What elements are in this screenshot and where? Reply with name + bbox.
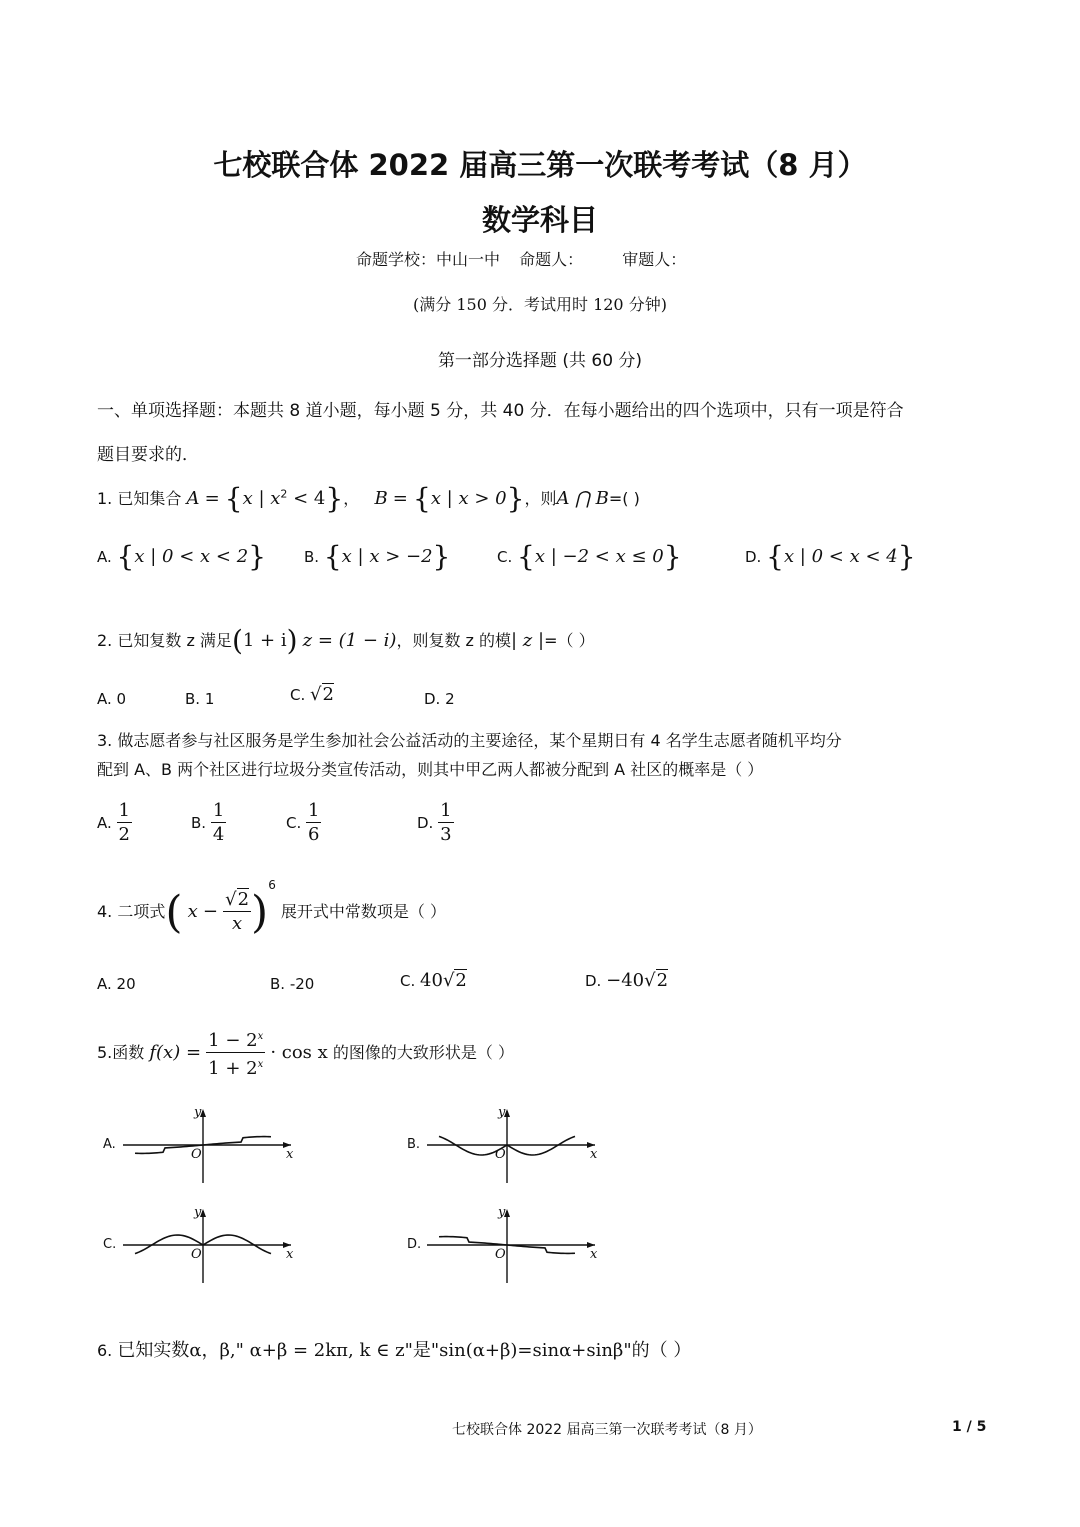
minus-sign: − <box>202 901 218 922</box>
option-text: x | 0 < x < 2 <box>134 546 249 567</box>
fraction <box>438 800 453 847</box>
complex-lhs: 1 + i <box>242 630 287 651</box>
option-a[interactable] <box>97 975 136 993</box>
set-a-exponent: 2 <box>280 487 288 501</box>
graph-option-c[interactable] <box>103 1207 303 1287</box>
numerator: √2 <box>225 889 250 910</box>
section-instruction-line1: 一、单项选择题：本题共 8 道小题，每小题 5 分，共 40 分．在每小题给出的四个选项中，只有一项是符合 <box>97 401 904 421</box>
intersection-expr: A ⋂ B <box>556 488 609 509</box>
school-label: 命题学校：中山一中 <box>356 250 501 269</box>
option-label: C. <box>400 972 416 990</box>
graph-option-b[interactable] <box>407 1107 607 1187</box>
option-text: 20 <box>116 975 136 993</box>
denominator <box>208 1053 263 1081</box>
x-axis-label: x <box>286 1247 294 1262</box>
setter-label: 命题人： <box>519 250 584 269</box>
radicand: 2 <box>455 970 467 991</box>
question-number: 1. <box>97 489 113 508</box>
y-axis-label: y <box>498 1205 506 1220</box>
set-a-body: x | x <box>242 488 281 509</box>
question-number: 4. <box>97 902 113 921</box>
question-4 <box>97 878 446 938</box>
graph-option-d[interactable] <box>407 1207 607 1287</box>
left-brace: { <box>116 540 135 573</box>
option-b[interactable] <box>304 540 450 573</box>
question-stem: 二项式 <box>117 902 166 921</box>
radicand: 2 <box>656 970 669 991</box>
x-axis-label: x <box>286 1147 294 1162</box>
option-a[interactable] <box>97 690 126 708</box>
radicand: 2 <box>322 684 334 705</box>
function-name: f(x) = <box>149 1042 202 1063</box>
origin-label: O <box>495 1147 506 1162</box>
denominator: x <box>231 913 243 934</box>
option-d[interactable] <box>745 540 916 573</box>
numerator: 1 <box>308 800 320 821</box>
option-d[interactable] <box>585 970 668 991</box>
option-d[interactable] <box>417 800 454 847</box>
question-stem: 已知集合 <box>117 489 182 508</box>
option-c[interactable] <box>286 800 321 847</box>
denominator-text: 1 + 2 <box>208 1058 258 1079</box>
graph-svg <box>103 1107 303 1187</box>
question-number: 5. <box>97 1043 113 1062</box>
denominator: 6 <box>308 824 320 845</box>
equals: = <box>392 488 408 509</box>
exponent: 6 <box>268 878 276 892</box>
option-text: x | 0 < x < 4 <box>783 546 898 567</box>
reviewer-label: 审题人： <box>622 250 687 269</box>
question-3-line2: 配到 A、B 两个社区进行垃圾分类宣传活动，则其中甲乙两人都被分配到 A 社区的概率是（ ） <box>97 760 764 779</box>
y-axis-label: y <box>498 1105 506 1120</box>
question-stem: 已知复数 z 满足 <box>117 631 232 650</box>
numerator-exponent: x <box>257 1031 264 1042</box>
option-label: C. <box>497 548 513 566</box>
x-axis-label: x <box>590 1247 598 1262</box>
exam-title: 七校联合体 2022 届高三第一次联考考试（8 月） <box>213 148 867 182</box>
graph-svg <box>103 1207 303 1287</box>
left-paren: ( <box>165 887 183 938</box>
question-number: 3. <box>97 731 113 750</box>
section-instruction-line2: 题目要求的． <box>97 445 199 465</box>
option-text: -20 <box>289 975 315 993</box>
left-paren: ( <box>231 624 243 657</box>
graph-label: B. <box>407 1137 421 1152</box>
left-brace: { <box>766 540 784 573</box>
graph-label: D. <box>407 1237 422 1252</box>
section-title: 第一部分选择题 (共 60 分) <box>437 351 643 371</box>
option-label: B. <box>185 690 201 708</box>
question-3-line1 <box>97 728 842 751</box>
option-label: B. <box>270 975 286 993</box>
option-label: D. <box>745 548 762 566</box>
question-stem-suffix: ，则 <box>524 489 557 508</box>
sqrt-expr: √2 <box>310 684 334 705</box>
radicand: 2 <box>237 889 250 910</box>
x-axis-label: x <box>590 1147 598 1162</box>
question-stem-suffix: 展开式中常数项是（ ） <box>280 902 447 921</box>
option-label: A. <box>97 690 112 708</box>
graph-label: C. <box>103 1237 117 1252</box>
y-axis-label: y <box>194 1205 202 1220</box>
fraction <box>206 1026 265 1081</box>
fraction <box>117 800 132 847</box>
question-6 <box>97 1336 691 1362</box>
answer-blank: =( ) <box>608 489 640 508</box>
option-d[interactable] <box>424 690 455 708</box>
sqrt-expr: √2 <box>442 970 467 991</box>
origin-label: O <box>495 1247 506 1262</box>
option-label: A. <box>97 548 112 566</box>
exam-meta <box>356 247 700 270</box>
variable-x: x <box>187 901 198 922</box>
option-label: D. <box>424 690 441 708</box>
option-label: B. <box>304 548 320 566</box>
coefficient: −40 <box>606 970 645 991</box>
graph-svg <box>407 1207 607 1287</box>
option-text: 1 <box>204 690 215 708</box>
question-stem: 函数 <box>112 1043 145 1062</box>
modulus-expr: | z | <box>511 630 545 651</box>
cos-factor: · cos x <box>270 1042 328 1063</box>
fraction <box>211 800 226 847</box>
equals: = <box>204 488 220 509</box>
option-text: x | x > −2 <box>341 546 433 567</box>
set-b-body: x | x > 0 <box>430 488 507 509</box>
option-label: C. <box>290 686 306 704</box>
left-brace: { <box>517 540 535 573</box>
denominator: 3 <box>440 824 452 845</box>
set-a-name: A <box>186 488 200 509</box>
graph-svg <box>407 1107 607 1187</box>
origin-label: O <box>191 1147 202 1162</box>
right-brace: } <box>325 482 344 515</box>
option-b[interactable] <box>185 690 214 708</box>
option-label: D. <box>585 972 602 990</box>
option-b[interactable] <box>191 800 226 847</box>
denominator: 2 <box>118 824 130 845</box>
left-brace: { <box>323 540 342 573</box>
left-brace: { <box>412 482 431 515</box>
footer-text: 七校联合体 2022 届高三第一次联考考试（8 月） <box>452 1422 762 1438</box>
option-label: C. <box>286 814 302 832</box>
y-axis-label: y <box>194 1105 202 1120</box>
right-brace: } <box>506 482 525 515</box>
option-b[interactable] <box>270 975 314 993</box>
option-text: x | −2 < x ≤ 0 <box>534 546 664 567</box>
option-c[interactable] <box>497 540 682 573</box>
graph-label: A. <box>103 1137 116 1152</box>
numerator <box>206 1026 265 1053</box>
fraction <box>223 889 251 936</box>
option-label: B. <box>191 814 207 832</box>
numerator: 1 <box>118 800 130 821</box>
answer-blank: =（ ） <box>544 631 595 650</box>
question-number: 2. <box>97 631 113 650</box>
question-5 <box>97 1026 514 1081</box>
origin-label: O <box>191 1247 202 1262</box>
question-stem: 做志愿者参与社区服务是学生参加社会公益活动的主要途径，某个星期日有 4 名学生志愿者随机平均分 <box>117 731 842 750</box>
question-stem: 已知实数α，β," α+β = 2kπ, k ∈ z"是"sin(α+β)=sinα+sinβ"的（ ） <box>117 1340 692 1361</box>
denominator-exponent: x <box>257 1059 264 1070</box>
right-brace: } <box>897 540 916 573</box>
question-1: 1. 已知集合 A = {x | $x^2 < 4$}， B = {x | x > 0}，则A ⋂ B=( ) <box>97 482 640 515</box>
question-stem-mid: ，则复数 z 的模 <box>396 631 512 650</box>
right-brace: } <box>248 540 266 573</box>
numerator-text: 1 − 2 <box>208 1030 258 1051</box>
set-a-tail: < 4 <box>287 488 326 509</box>
option-text: 0 <box>116 690 127 708</box>
option-a[interactable] <box>97 800 132 847</box>
option-label: A. <box>97 975 112 993</box>
question-2 <box>97 624 595 657</box>
right-paren: ) <box>286 624 298 657</box>
numerator: 1 <box>212 800 225 821</box>
option-c[interactable] <box>400 970 467 991</box>
question-number: 6. <box>97 1341 113 1360</box>
option-c[interactable] <box>290 684 334 705</box>
option-label: D. <box>417 814 434 832</box>
set-b-name: B <box>374 488 388 509</box>
subject-title: 数学科目 <box>481 203 598 237</box>
numerator: 1 <box>440 800 452 821</box>
right-paren: ) <box>251 887 269 938</box>
question-stem-suffix: 的图像的大致形状是（ ） <box>332 1043 514 1062</box>
score-info: (满分 150 分．考试用时 120 分钟) <box>413 295 667 314</box>
right-brace: } <box>663 540 682 573</box>
right-brace: } <box>432 540 451 573</box>
page-number: 1 / 5 <box>952 1419 987 1435</box>
denominator: 4 <box>212 824 225 845</box>
graph-option-a[interactable] <box>103 1107 303 1187</box>
fraction <box>306 800 321 847</box>
option-a[interactable] <box>97 540 266 573</box>
complex-equation: z = (1 − i) <box>302 630 397 651</box>
option-label: A. <box>97 814 112 832</box>
left-brace: { <box>224 482 243 515</box>
coefficient: 40 <box>420 970 443 991</box>
option-text: 2 <box>445 690 455 708</box>
sqrt-expr: √2 <box>644 970 669 991</box>
